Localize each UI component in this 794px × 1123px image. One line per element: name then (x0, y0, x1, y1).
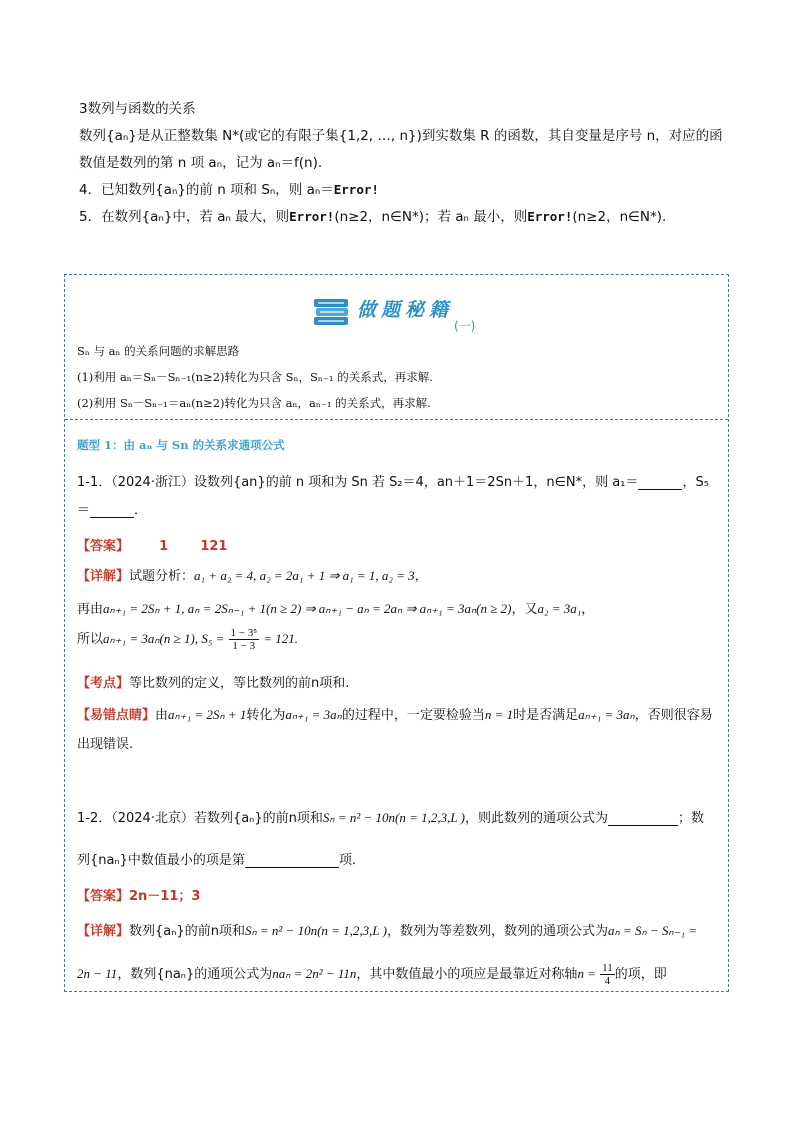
question-stem-text: ＝ (77, 503, 91, 518)
yicuo-text: 由 (155, 708, 169, 723)
error-text: Error! (333, 182, 379, 197)
yicuo-row (77, 704, 713, 723)
question-1-2-stem (77, 807, 704, 826)
yicuo-row-2: 出现错误. (77, 737, 134, 752)
tips-box (64, 274, 729, 992)
intro-line-4-text: 4．已知数列{aₙ}的前 n 项和 Sₙ，则 aₙ＝ (79, 182, 334, 198)
error-text: Error! (527, 209, 573, 224)
fraction-numerator: 1 − 3⁵ (230, 627, 258, 639)
yicuo-math: aₙ₊₁ = 2Sₙ + 1 (168, 707, 247, 722)
yicuo-text: 转化为 (246, 708, 286, 723)
answer-blank (90, 503, 134, 518)
yicuo-math: aₙ₊₁ = 3aₙ (578, 707, 635, 722)
tip-item-2: (2)利用 Sₙ－Sₙ₋₁＝aₙ(n≥2)转化为只含 aₙ，aₙ₋₁ 的关系式，再求解. (77, 396, 431, 410)
question-stem-text: ；数 (677, 811, 704, 826)
intro-line-5-a: 5．在数列{aₙ}中，若 aₙ 最大，则 (79, 209, 290, 225)
question-1-1-stem-2 (77, 499, 147, 518)
answer-blank (245, 853, 339, 868)
detail-row-1 (77, 565, 428, 584)
yicuo-text: 时是否满足 (513, 708, 579, 723)
detail-math: aₙ₊₁ = 3aₙ(n ≥ 1), S₅ = (103, 631, 225, 646)
answer-value-2: 121 (200, 539, 228, 554)
kaodian-label: 【考点】 (77, 676, 130, 691)
banner-subtitle: (一) (454, 319, 476, 333)
detail-math: n = (577, 966, 596, 981)
question-1-1-stem (77, 471, 709, 490)
detail-math: a₁ + a₂ = 4, a₂ = 2a₁ + 1 ⇒ a₁ = 1, a₂ = 3， (194, 568, 428, 583)
detail-math: a₂ = 3a₁ (537, 601, 582, 616)
detail-math: aₙ₊₁ = 2Sₙ + 1, aₙ = 2Sₙ₋₁ + 1(n ≥ 2) ⇒ aₙ₊₁ − aₙ = 2aₙ ⇒ aₙ₊₁ = 3aₙ(n ≥ 2) (103, 601, 512, 616)
yicuo-label: 【易错点睛】 (77, 708, 156, 723)
detail-math: Sₙ = n² − 10n(n = 1,2,3,L ) (244, 923, 388, 938)
question-math: Sₙ = n² − 10n(n = 1,2,3,L ) (322, 810, 465, 825)
detail-text: ，其中数值最小的项应是最靠近对称轴 (356, 967, 578, 982)
fraction (600, 962, 615, 987)
intro-line-1: 3数列与函数的关系 (79, 101, 196, 117)
fraction (229, 627, 260, 652)
detail-text: ，数列{naₙ}的通项公式为 (117, 967, 273, 982)
detail-text: ，又 (511, 602, 538, 617)
answer-value-1: 1 (159, 539, 169, 554)
books-icon (312, 293, 352, 329)
error-text: Error! (289, 209, 335, 224)
detail-row-1 (77, 920, 697, 939)
detail-text: 数列{aₙ}的前n项和 (129, 924, 245, 939)
intro-line-4 (79, 178, 379, 198)
kaodian-row (77, 672, 349, 691)
question-stem-text: ，则此数列的通项公式为 (464, 811, 608, 826)
yicuo-text: ，否则很容易 (634, 708, 713, 723)
yicuo-math: aₙ₊₁ = 3aₙ (285, 707, 342, 722)
detail-text: ，数列为等差数列，数列的通项公式为 (387, 924, 609, 939)
divider (65, 419, 728, 420)
banner-title: 做题秘籍 (357, 299, 454, 321)
fraction-denominator: 1 − 3 (232, 640, 256, 652)
detail-label: 【详解】 (77, 924, 130, 939)
question-stem-text: 1-1．（2024·浙江）设数列{an}的前 n 项和为 Sn 若 S₂＝4，an＋1＝2Sn＋1，n∈N*，则 a₁＝ (77, 475, 639, 490)
detail-text: ， (581, 602, 595, 617)
answer-row (77, 885, 200, 904)
answer-value: 2n－11；3 (129, 889, 201, 904)
question-stem-end: ，S₅ (682, 475, 709, 490)
fraction-denominator: 4 (604, 975, 611, 987)
fraction-numerator: 11 (602, 962, 613, 974)
answer-blank (608, 811, 678, 826)
answer-row (77, 535, 227, 554)
kaodian-text: 等比数列的定义，等比数列的前n项和. (129, 676, 350, 691)
yicuo-text: 的过程中，一定要检验当 (341, 708, 485, 723)
detail-text: 的项，即 (614, 967, 667, 982)
answer-blank (638, 475, 682, 490)
answer-label: 【答案】 (77, 889, 130, 904)
detail-math: naₙ = 2n² − 11n (272, 966, 357, 981)
intro-line-2: 数列{aₙ}是从正整数集 N*(或它的有限子集{1,2, …, n})到实数集 R 的函数，其自变量是序号 n，对应的函 (79, 128, 723, 144)
detail-text: 再由 (77, 602, 104, 617)
intro-line-5 (79, 205, 666, 225)
detail-row-2 (77, 962, 667, 987)
intro-line-5-c: (n≥2，n∈N*)；若 aₙ 最小，则 (334, 209, 528, 225)
detail-row-3 (77, 627, 298, 652)
topic-heading: 题型 1：由 aₙ 与 Sn 的关系求通项公式 (77, 438, 285, 452)
detail-text: 所以 (77, 632, 104, 647)
question-stem-text: 项． (338, 853, 365, 868)
detail-label: 【详解】 (77, 569, 130, 584)
intro-line-5-e: (n≥2，n∈N*). (572, 209, 667, 225)
tip-heading: Sₙ 与 aₙ 的关系问题的求解思路 (77, 344, 240, 358)
banner (312, 287, 512, 331)
detail-math: aₙ = Sₙ − Sₙ₋₁ = (608, 923, 698, 938)
question-stem-text: 1-2．（2024·北京）若数列{aₙ}的前n项和 (77, 811, 323, 826)
yicuo-math: n = 1 (484, 707, 514, 722)
tip-item-1: (1)利用 aₙ＝Sₙ－Sₙ₋₁(n≥2)转化为只含 Sₙ，Sₙ₋₁ 的关系式，再求解. (77, 370, 433, 384)
detail-math: = 121. (263, 631, 298, 646)
question-stem-text: ． (134, 503, 148, 518)
detail-math: 2n − 11 (77, 966, 118, 981)
question-stem-text: 列{naₙ}中数值最小的项是第 (77, 853, 245, 868)
detail-row-2 (77, 598, 594, 617)
question-1-2-stem-2 (77, 849, 365, 868)
intro-line-3: 数值是数列的第 n 项 aₙ，记为 aₙ＝f(n). (79, 155, 323, 171)
detail-text: 试题分析： (129, 569, 195, 584)
answer-label: 【答案】 (77, 539, 130, 554)
